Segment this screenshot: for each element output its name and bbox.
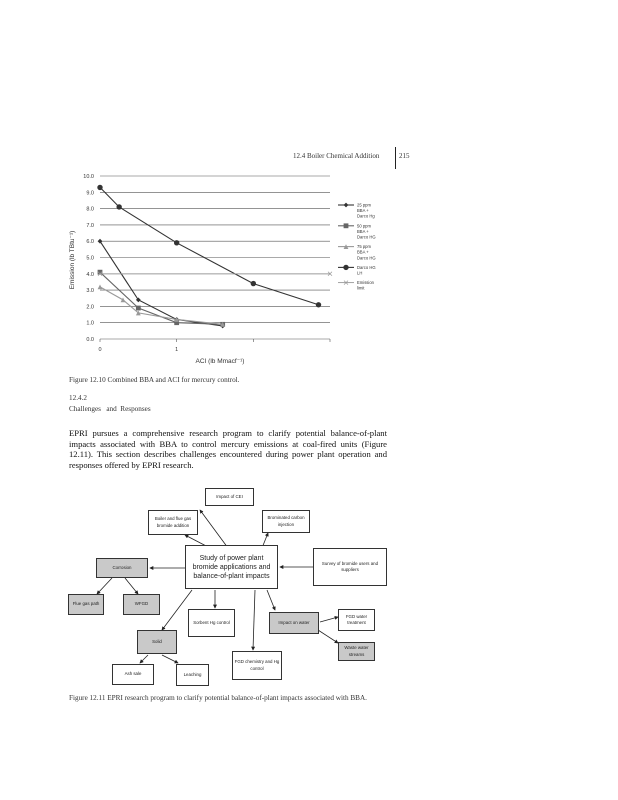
series-line <box>100 241 223 326</box>
legend-label: BBA + <box>357 228 369 234</box>
impact-cei-box: Impact of CEI <box>205 488 254 506</box>
flue-gas-path-box: Flue gas path <box>68 594 104 615</box>
section-title: Challenges and Responses <box>69 405 151 413</box>
chart-gridlines <box>100 176 330 342</box>
legend-label: BBA + <box>357 249 369 255</box>
leaching-box: Leaching <box>176 664 209 686</box>
solid-box: Solid <box>137 630 177 654</box>
boiler-flue-gas-box: Boiler and flue gas bromide addition <box>148 510 198 535</box>
legend-label: Darco HG <box>357 264 376 270</box>
legend-label: Darco Hg <box>357 213 375 219</box>
data-point <box>344 223 349 228</box>
y-tick-label: 9.0 <box>86 190 94 197</box>
data-point <box>97 185 102 190</box>
body-paragraph: EPRI pursues a comprehensive research program to clarify potential balance-of-plant impacts associated with BBA to control mercury emissions at coal-fired units (Figure 12.11). This section describes challenges encountered during power plant operation and responses offered by EPRI research. <box>69 428 387 470</box>
waste-water-box: Waste water streams <box>338 642 375 661</box>
section-number: 12.4.2 <box>69 394 87 402</box>
emission-chart <box>60 165 400 375</box>
legend-label: 25 ppm <box>357 202 371 208</box>
legend-label: LH <box>357 270 363 276</box>
x-tick-label: 0 <box>98 347 102 353</box>
legend-label: Darco HG <box>357 255 376 261</box>
figure-12-10-caption: Figure 12.10 Combined BBA and ACI for mercury control. <box>69 376 240 384</box>
y-tick-label: 2.0 <box>86 304 94 311</box>
data-point <box>116 204 121 209</box>
survey-box: Survey of bromide users and suppliers <box>313 548 387 586</box>
data-point <box>343 265 348 270</box>
fgd-chemistry-box: FGD chemistry and Hg control <box>232 651 282 680</box>
chart-x-ticks <box>98 347 178 353</box>
y-tick-label: 0.0 <box>86 337 94 343</box>
x-axis-label: ACI (lb Mmacf⁻¹) <box>195 358 245 365</box>
brominated-carbon-box: Brominated carbon injection <box>262 510 310 533</box>
y-tick-label: 5.0 <box>86 255 94 262</box>
chart-legend <box>338 203 376 291</box>
study-center-box: Study of power plant bromide applications and balance-of-plant impacts <box>185 545 278 589</box>
series-line <box>100 287 223 324</box>
data-point <box>98 284 103 289</box>
chart-series <box>97 185 332 329</box>
data-point <box>136 306 141 311</box>
legend-label: 75 ppm <box>357 244 371 250</box>
wfgd-box: WFGD <box>123 594 160 615</box>
y-tick-label: 7.0 <box>86 222 94 229</box>
legend-label: Darco HG <box>357 234 376 240</box>
legend-label: Emission <box>357 280 374 286</box>
running-header-section: 12.4 Boiler Chemical Addition <box>293 152 380 160</box>
ash-sale-box: Ash sale <box>112 664 154 685</box>
page-number: 215 <box>399 152 410 160</box>
data-point <box>174 240 179 245</box>
sorbent-hg-box: Sorbent Hg control <box>188 609 235 637</box>
data-point <box>316 302 321 307</box>
legend-label: limit <box>357 285 365 291</box>
x-tick-label: 1 <box>175 347 179 353</box>
y-tick-label: 3.0 <box>86 288 94 295</box>
corrosion-box: Corrosion <box>96 558 148 578</box>
y-tick-label: 1.0 <box>86 320 94 327</box>
y-axis-label: Emission (lb TBtu⁻¹) <box>69 230 76 290</box>
legend-label: 50 ppm <box>357 223 371 229</box>
impact-on-water-box: Impact on water <box>269 612 319 634</box>
fgd-water-treatment-box: FGD water treatment <box>338 609 375 631</box>
data-point <box>251 281 256 286</box>
y-tick-label: 6.0 <box>86 239 94 246</box>
data-point <box>344 203 349 208</box>
y-tick-label: 8.0 <box>86 206 94 213</box>
data-point <box>121 297 126 302</box>
chart-y-ticks <box>83 174 94 343</box>
figure-12-11-caption: Figure 12.11 EPRI research program to clarify potential balance-of-plant impacts associated with BBA. <box>69 694 367 702</box>
series-line <box>100 187 319 304</box>
y-tick-label: 10.0 <box>83 174 94 180</box>
y-tick-label: 4.0 <box>86 271 94 278</box>
legend-label: BBA + <box>357 208 369 214</box>
